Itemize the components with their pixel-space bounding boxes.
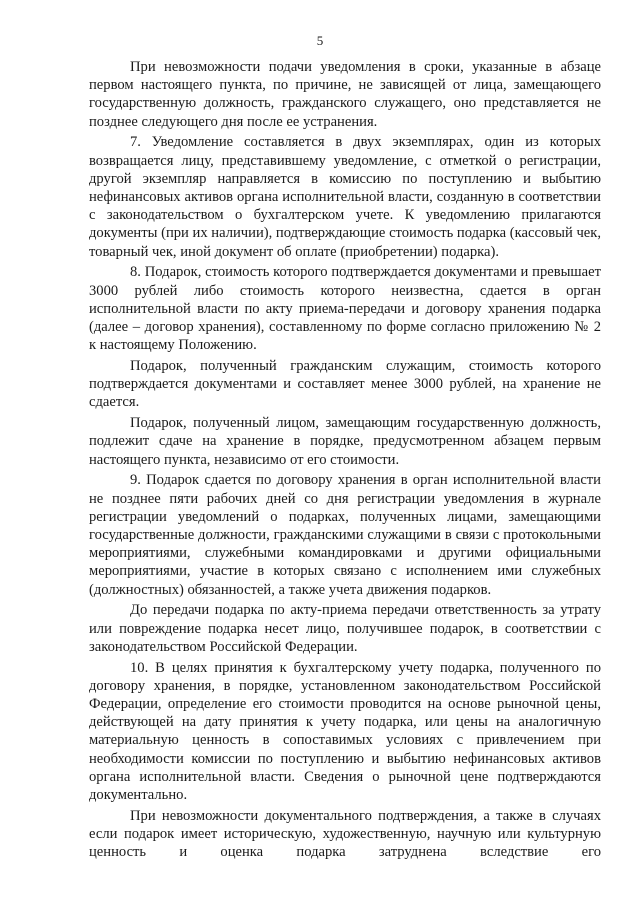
paragraph-1: При невозможности подачи уведомления в сроки, указанные в абзаце первом настоящего пункта, по причине, не зависящей от лица, замещающего государственную должность, гражданского служащего, оно представляется не позднее следующего дня после ее устранения.	[89, 59, 601, 130]
paragraph-5: Подарок, полученный лицом, замещающим государственную должность, подлежит сдаче на хранение в порядке, предусмотренном абзацем первым настоящего пункта, независимо от его стоимости.	[89, 415, 601, 468]
paragraph-7: До передачи подарка по акту-приема передачи ответственность за утрату или повреждение подарка несет лицо, получившее подарок, в соответствии с законодательством Российской Федерации.	[89, 602, 601, 655]
page-number: 5	[316, 33, 324, 48]
paragraph-4: Подарок, полученный гражданским служащим, стоимость которого подтверждается документами и составляет менее 3000 рублей, на хранение не сдается.	[89, 358, 601, 411]
paragraph-9: При невозможности документального подтверждения, а также в случаях если подарок имеет историческую, художественную, научную или культурную ценность и оценка подарка затруднена вследствие его	[89, 807, 601, 861]
document-body	[89, 58, 601, 864]
paragraph-8: 10. В целях принятия к бухгалтерскому учету подарка, полученного по договору хранения, в порядке, установленном законодательством Российской Федерации, определение его стоимости проводится на основе рыночной цены, действующей на дату принятия к учету подарка, или цены на аналогичную материальную ценность в сопоставимых условиях с привлечением при необходимости комиссии по поступлению и выбытию нефинансовых активов органа исполнительной власти. Сведения о рыночной цене подтверждаются документально.	[89, 659, 601, 804]
paragraph-3: 8. Подарок, стоимость которого подтверждается документами и превышает 3000 рублей либо стоимость которого неизвестна, сдается в орган исполнительной власти по акту приема-передачи и договору хранения подарка (далее – договор хранения), составленному по форме согласно приложению № 2 к настоящему Положению.	[89, 264, 601, 354]
paragraph-6: 9. Подарок сдается по договору хранения в орган исполнительной власти не позднее пяти рабочих дней со дня регистрации уведомления в журнале регистрации уведомлений о подарках, полученных лицами, замещающими государственные должности, гражданскими служащими в связи с протокольными мероприятиями, служебными командировками и другими официальными мероприятиями, участие в которых связано с исполнением ими служебных (должностных) обязанностей, а также учета движения подарков.	[89, 472, 601, 598]
paragraph-2: 7. Уведомление составляется в двух экземплярах, один из которых возвращается лицу, представившему уведомление, с отметкой о регистрации, другой экземпляр направляется в комиссию по поступлению и выбытию нефинансовых активов органа исполнительной власти, созданную в соответствии с законодательством о бухгалтерском учете. К уведомлению прилагаются документы (при их наличии), подтверждающие стоимость подарка (кассовый чек, товарный чек, иной документ об оплате (приобретении) подарка).	[89, 134, 601, 260]
